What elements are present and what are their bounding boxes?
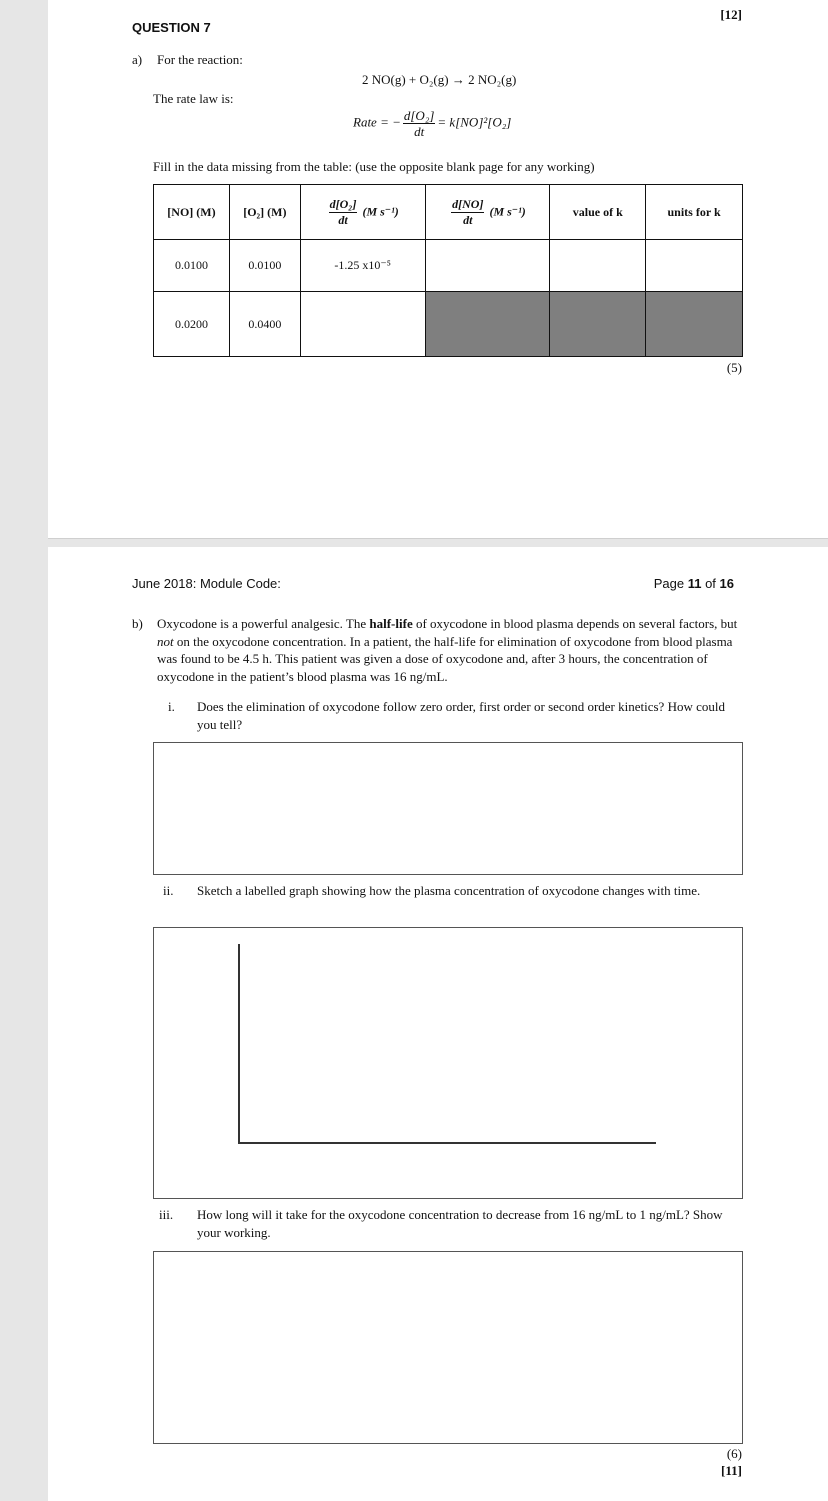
page-of: of bbox=[701, 576, 720, 591]
cell-units-blank[interactable] bbox=[646, 240, 743, 292]
part-b-text-2: of oxycodone in blood plasma depends on several factors, but bbox=[412, 616, 738, 631]
answer-box-i[interactable] bbox=[153, 742, 743, 875]
do2-unit: (M s⁻¹) bbox=[362, 203, 399, 218]
cell-do2-blank[interactable] bbox=[300, 292, 425, 357]
page-11 bbox=[48, 547, 828, 1501]
question-iii-text: How long will it take for the oxycodone concentration to decrease from 16 ng/mL to 1 ng/mL? Show your working. bbox=[197, 1207, 723, 1240]
page-question-7 bbox=[48, 0, 828, 538]
not-emphasis: not bbox=[157, 633, 174, 649]
page-current: 11 bbox=[687, 576, 702, 591]
part-b-marks: (6) bbox=[726, 1446, 742, 1461]
cell-no: 0.0200 bbox=[154, 292, 230, 357]
part-b-label: b) bbox=[132, 616, 143, 631]
rate-law-label: The rate law is: bbox=[153, 91, 234, 106]
rate-prefix: Rate = − bbox=[353, 114, 401, 130]
header-page-number bbox=[534, 576, 734, 591]
cell-shaded bbox=[646, 292, 743, 357]
question-i-number: i. bbox=[168, 699, 175, 714]
question-title: QUESTION 7 bbox=[132, 20, 211, 35]
table-row bbox=[154, 292, 743, 357]
rate-fraction bbox=[403, 108, 436, 139]
dno-unit: (M s⁻¹) bbox=[489, 203, 526, 218]
question-iii-number: iii. bbox=[159, 1207, 174, 1222]
cell-k-blank[interactable] bbox=[550, 240, 646, 292]
cell-shaded bbox=[550, 292, 646, 357]
dno-fraction bbox=[451, 197, 484, 228]
rate-fraction-numerator: d[O₂] bbox=[403, 108, 435, 123]
header-dno-dt bbox=[425, 185, 550, 240]
part-a-marks: (5) bbox=[726, 360, 742, 375]
header-o2-concentration: [O₂] (M) bbox=[229, 185, 300, 240]
do2-denominator: dt bbox=[338, 212, 348, 227]
header-units-for-k: units for k bbox=[646, 185, 743, 240]
do2-fraction bbox=[329, 197, 358, 228]
graph-sketch-box[interactable] bbox=[153, 927, 743, 1199]
table-instruction: Fill in the data missing from the table: (use the opposite blank page for any working) bbox=[153, 159, 595, 174]
cell-o2: 0.0400 bbox=[229, 292, 300, 357]
question-ii-number: ii. bbox=[163, 883, 174, 898]
dno-denominator: dt bbox=[463, 212, 473, 227]
part-a-intro: For the reaction: bbox=[157, 52, 243, 67]
rate-suffix: = k[NO]²[O₂] bbox=[437, 114, 512, 130]
table-row bbox=[154, 240, 743, 292]
header-value-of-k: value of k bbox=[550, 185, 646, 240]
table-header-row bbox=[154, 185, 743, 240]
reaction-equation: 2 NO(g) + O₂(g) → 2 NO₂(g) bbox=[362, 72, 517, 87]
marks-total-top: [12] bbox=[720, 7, 742, 22]
part-b-text-1: Oxycodone is a powerful analgesic. The bbox=[157, 616, 370, 631]
question-marks-total: [11] bbox=[721, 1463, 742, 1478]
part-b-text-3: on the oxycodone concentration. In a patient, the half-life for elimination of oxycodone from blood plasma was found to be 4.5 h. This patient was given a dose of oxycodone and, after 3 hours, the concentration of oxycodone in the patient’s blood plasma was 16 ng/mL. bbox=[157, 633, 733, 684]
question-ii-text: Sketch a labelled graph showing how the plasma concentration of oxycodone changes with time. bbox=[197, 883, 701, 898]
header-no-concentration: [NO] (M) bbox=[154, 185, 230, 240]
rate-data-table bbox=[153, 184, 743, 357]
cell-do2: -1.25 x10⁻⁵ bbox=[300, 240, 425, 292]
rate-law-equation bbox=[353, 108, 511, 139]
do2-numerator: d[O₂] bbox=[329, 196, 357, 211]
header-module-code: June 2018: Module Code: bbox=[132, 576, 281, 591]
cell-no: 0.0100 bbox=[154, 240, 230, 292]
page-prefix: Page bbox=[653, 576, 688, 591]
question-i-text: Does the elimination of oxycodone follow zero order, first order or second order kinetics? How could you tell? bbox=[197, 699, 725, 732]
cell-o2: 0.0100 bbox=[229, 240, 300, 292]
page-total: 16 bbox=[719, 576, 734, 591]
graph-y-axis bbox=[238, 944, 240, 1144]
part-b-paragraph bbox=[157, 615, 747, 685]
rate-fraction-denominator: dt bbox=[414, 124, 425, 139]
header-do2-dt bbox=[300, 185, 425, 240]
cell-shaded bbox=[425, 292, 550, 357]
answer-box-iii[interactable] bbox=[153, 1251, 743, 1444]
dno-numerator: d[NO] bbox=[452, 196, 484, 211]
graph-x-axis bbox=[238, 1142, 656, 1144]
half-life-term: half-life bbox=[369, 616, 413, 631]
part-a-label: a) bbox=[132, 52, 143, 67]
cell-dno-blank[interactable] bbox=[425, 240, 550, 292]
